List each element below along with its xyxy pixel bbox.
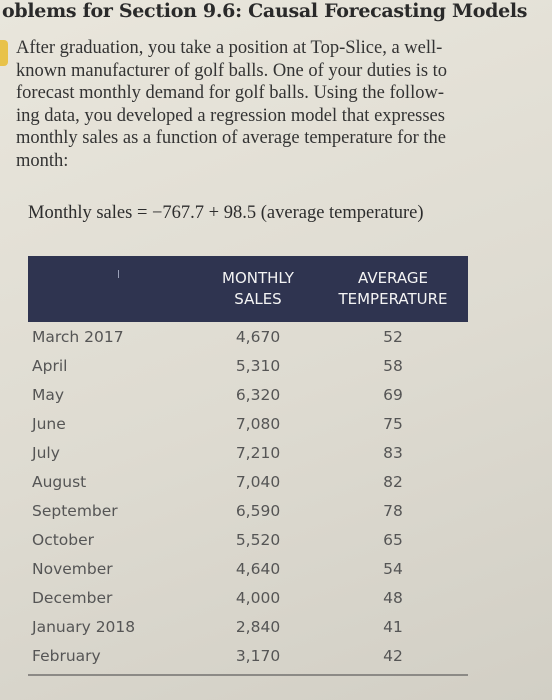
table-body bbox=[28, 322, 468, 670]
header-average-temperature bbox=[318, 268, 468, 310]
cell-sales: 4,670 bbox=[235, 328, 281, 346]
cell-temp: 69 bbox=[383, 386, 403, 404]
problem-line: monthly sales as a function of average temperature for the bbox=[16, 128, 446, 148]
cell-month: July bbox=[32, 444, 60, 462]
cell-sales: 2,840 bbox=[235, 618, 281, 636]
cell-sales: 7,210 bbox=[235, 444, 281, 462]
cell-temp: 42 bbox=[383, 647, 403, 665]
cell-sales: 6,590 bbox=[235, 502, 281, 520]
cell-sales: 4,000 bbox=[235, 589, 281, 607]
table-row bbox=[28, 641, 468, 670]
table-header bbox=[28, 256, 468, 322]
problem-marker bbox=[0, 40, 8, 66]
problem-line: month: bbox=[16, 150, 69, 171]
cell-month: May bbox=[32, 386, 65, 404]
table-row bbox=[28, 525, 468, 554]
table-row bbox=[28, 322, 468, 351]
header-monthly-sales bbox=[188, 268, 328, 310]
table-row bbox=[28, 612, 468, 641]
header-line: TEMPERATURE bbox=[338, 290, 448, 308]
cell-month: January 2018 bbox=[32, 618, 136, 636]
table-row bbox=[28, 351, 468, 380]
cell-sales: 7,080 bbox=[235, 415, 281, 433]
cell-sales: 4,640 bbox=[235, 560, 281, 578]
section-heading: oblems for Section 9.6: Causal Forecasting Models bbox=[2, 0, 528, 22]
header-line: AVERAGE bbox=[358, 269, 428, 287]
table-row bbox=[28, 583, 468, 612]
data-table bbox=[28, 256, 468, 670]
cell-sales: 3,170 bbox=[235, 647, 281, 665]
cell-month: November bbox=[32, 560, 113, 578]
cell-temp: 58 bbox=[383, 357, 403, 375]
table-row bbox=[28, 496, 468, 525]
cell-month: October bbox=[32, 531, 95, 549]
problem-line: known manufacturer of golf balls. One of your duties is to bbox=[16, 60, 448, 81]
cell-temp: 75 bbox=[383, 415, 403, 433]
cell-temp: 82 bbox=[383, 473, 403, 491]
cell-temp: 41 bbox=[383, 618, 403, 636]
cell-month: March 2017 bbox=[32, 328, 124, 346]
problem-text bbox=[16, 37, 536, 172]
table-row bbox=[28, 554, 468, 583]
problem-line: forecast monthly demand for golf balls. Using the follow- bbox=[16, 83, 444, 103]
cell-temp: 78 bbox=[383, 502, 403, 520]
cell-temp: 52 bbox=[383, 328, 403, 346]
cell-sales: 6,320 bbox=[235, 386, 281, 404]
cell-month: June bbox=[32, 415, 66, 433]
cell-temp: 83 bbox=[383, 444, 403, 462]
cell-temp: 65 bbox=[383, 531, 403, 549]
cell-sales: 5,520 bbox=[235, 531, 281, 549]
table-row bbox=[28, 409, 468, 438]
table-row bbox=[28, 467, 468, 496]
cell-sales: 7,040 bbox=[235, 473, 281, 491]
cell-month: December bbox=[32, 589, 113, 607]
table-row bbox=[28, 380, 468, 409]
cell-month: August bbox=[32, 473, 87, 491]
cell-month: April bbox=[32, 357, 68, 375]
problem-line: ing data, you developed a regression model that expresses bbox=[16, 105, 445, 126]
header-line: MONTHLY bbox=[222, 269, 294, 287]
cell-temp: 48 bbox=[383, 589, 403, 607]
table-row bbox=[28, 438, 468, 467]
problem-line: After graduation, you take a position at Top-Slice, a well- bbox=[16, 38, 443, 58]
header-line: SALES bbox=[234, 290, 282, 308]
cell-temp: 54 bbox=[383, 560, 403, 578]
table-bottom-rule bbox=[28, 674, 468, 676]
cell-month: February bbox=[32, 647, 101, 665]
cell-sales: 5,310 bbox=[235, 357, 281, 375]
cell-month: September bbox=[32, 502, 118, 520]
regression-formula: Monthly sales = −767.7 + 98.5 (average temperature) bbox=[28, 203, 424, 223]
header-tick bbox=[118, 270, 119, 278]
